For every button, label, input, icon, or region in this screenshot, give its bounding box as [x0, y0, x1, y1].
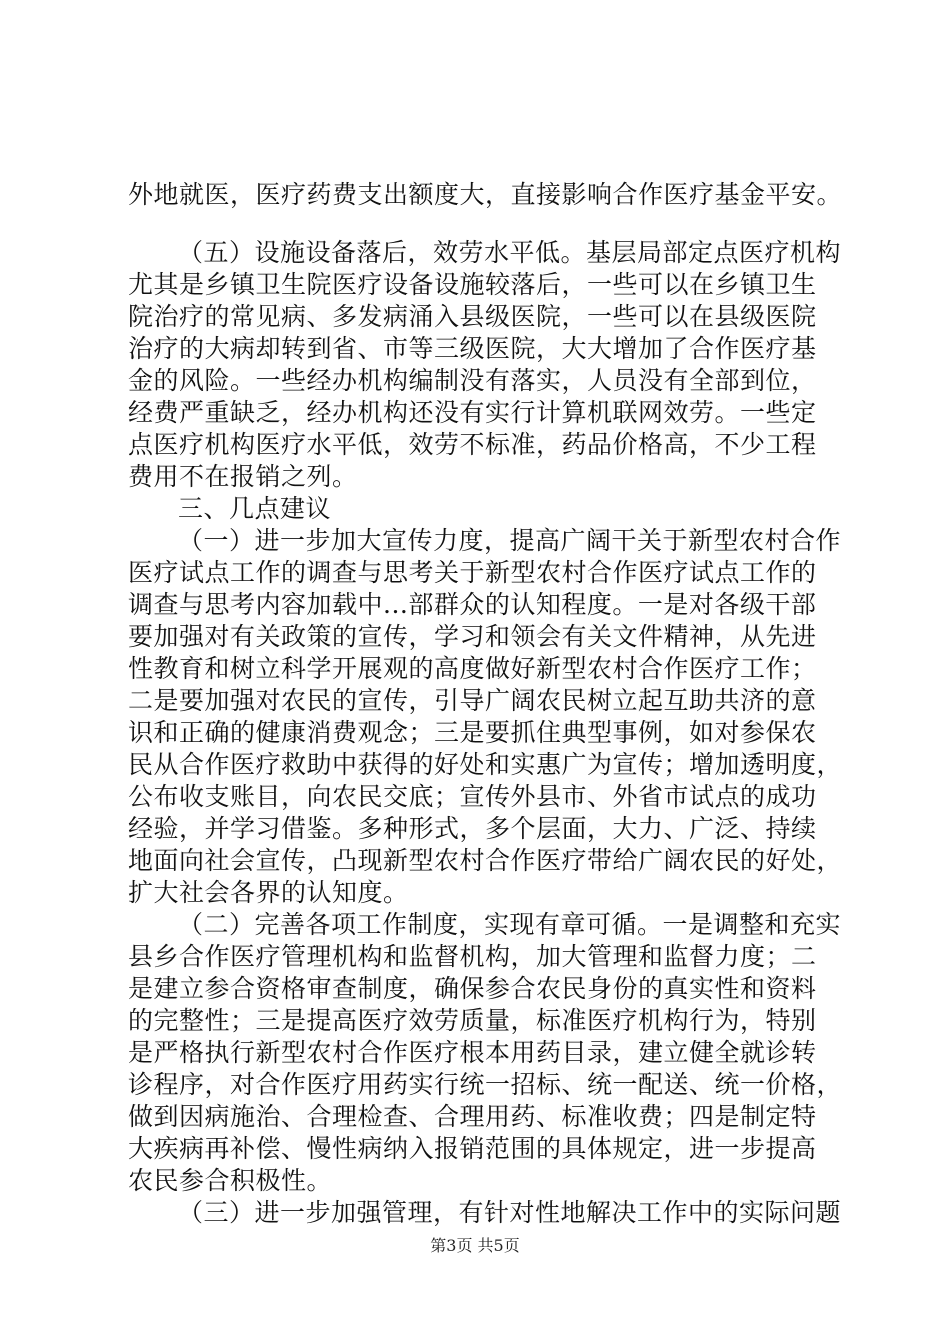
body-line: 大疾病再补偿、慢性病纳入报销范围的具体规定，进一步提高 — [128, 1134, 817, 1163]
body-line: 县乡合作医疗管理机构和监督机构，加大管理和监督力度；二 — [128, 942, 817, 971]
body-line: 是建立参合资格审查制度，确保参合农民身份的真实性和资料 — [128, 974, 817, 1003]
body-line: 金的风险。一些经办机构编制没有落实，人员没有全部到位， — [128, 366, 817, 395]
paragraph-2-heading-line: （二）完善各项工作制度，实现有章可循。一是调整和充实 — [178, 910, 842, 939]
body-line: 识和正确的健康消费观念；三是要抓住典型事例，如对参保农 — [128, 718, 817, 747]
section-3-heading: 三、几点建议 — [178, 494, 332, 523]
paragraph-5-heading-line: （五）设施设备落后，效劳水平低。基层局部定点医疗机构 — [178, 238, 842, 267]
page-number-footer: 第3页 共5页 — [430, 1236, 520, 1255]
body-line: 的完整性；三是提高医疗效劳质量，标准医疗机构行为，特别 — [128, 1006, 817, 1035]
body-line: 性教育和树立科学开展观的高度做好新型农村合作医疗工作； — [128, 654, 817, 683]
body-line: 外地就医，医疗药费支出额度大，直接影响合作医疗基金平安。 — [128, 180, 843, 209]
body-line: 做到因病施治、合理检查、合理用药、标准收费；四是制定特 — [128, 1102, 817, 1131]
paragraph-1-heading-line: （一）进一步加大宣传力度，提高广阔干关于新型农村合作 — [178, 526, 842, 555]
body-line: 尤其是乡镇卫生院医疗设备设施较落后，一些可以在乡镇卫生 — [128, 270, 817, 299]
body-line: 医疗试点工作的调查与思考关于新型农村合作医疗试点工作的 — [128, 558, 817, 587]
body-line: 经费严重缺乏，经办机构还没有实行计算机联网效劳。一些定 — [128, 398, 817, 427]
body-line: 调查与思考内容加载中...部群众的认知程度。一是对各级干部 — [128, 590, 817, 619]
body-line: 公布收支账目，向农民交底；宣传外县市、外省市试点的成功 — [128, 782, 817, 811]
body-line: 点医疗机构医疗水平低，效劳不标准，药品价格高，不少工程 — [128, 430, 817, 459]
body-line: 农民参合积极性。 — [128, 1166, 333, 1195]
body-line: 经验，并学习借鉴。多种形式，多个层面，大力、广泛、持续 — [128, 814, 817, 843]
body-line: 是严格执行新型农村合作医疗根本用药目录，建立健全就诊转 — [128, 1038, 817, 1067]
body-line: 二是要加强对农民的宣传，引导广阔农民树立起互助共济的意 — [128, 686, 817, 715]
body-line: 治疗的大病却转到省、市等三级医院，大大增加了合作医疗基 — [128, 334, 817, 363]
body-line: 民从合作医疗救助中获得的好处和实惠广为宣传；增加透明度， — [128, 750, 843, 779]
body-line: 地面向社会宣传，凸现新型农村合作医疗带给广阔农民的好处， — [128, 846, 843, 875]
body-line: 诊程序，对合作医疗用药实行统一招标、统一配送、统一价格， — [128, 1070, 843, 1099]
body-line: 要加强对有关政策的宣传，学习和领会有关文件精神，从先进 — [128, 622, 817, 651]
body-line: 院治疗的常见病、多发病涌入县级医院，一些可以在县级医院 — [128, 302, 817, 331]
paragraph-3-heading-line: （三）进一步加强管理，有针对性地解决工作中的实际问题 — [178, 1198, 842, 1227]
body-line: 费用不在报销之列。 — [128, 462, 358, 491]
body-line: 扩大社会各界的认知度。 — [128, 878, 409, 907]
